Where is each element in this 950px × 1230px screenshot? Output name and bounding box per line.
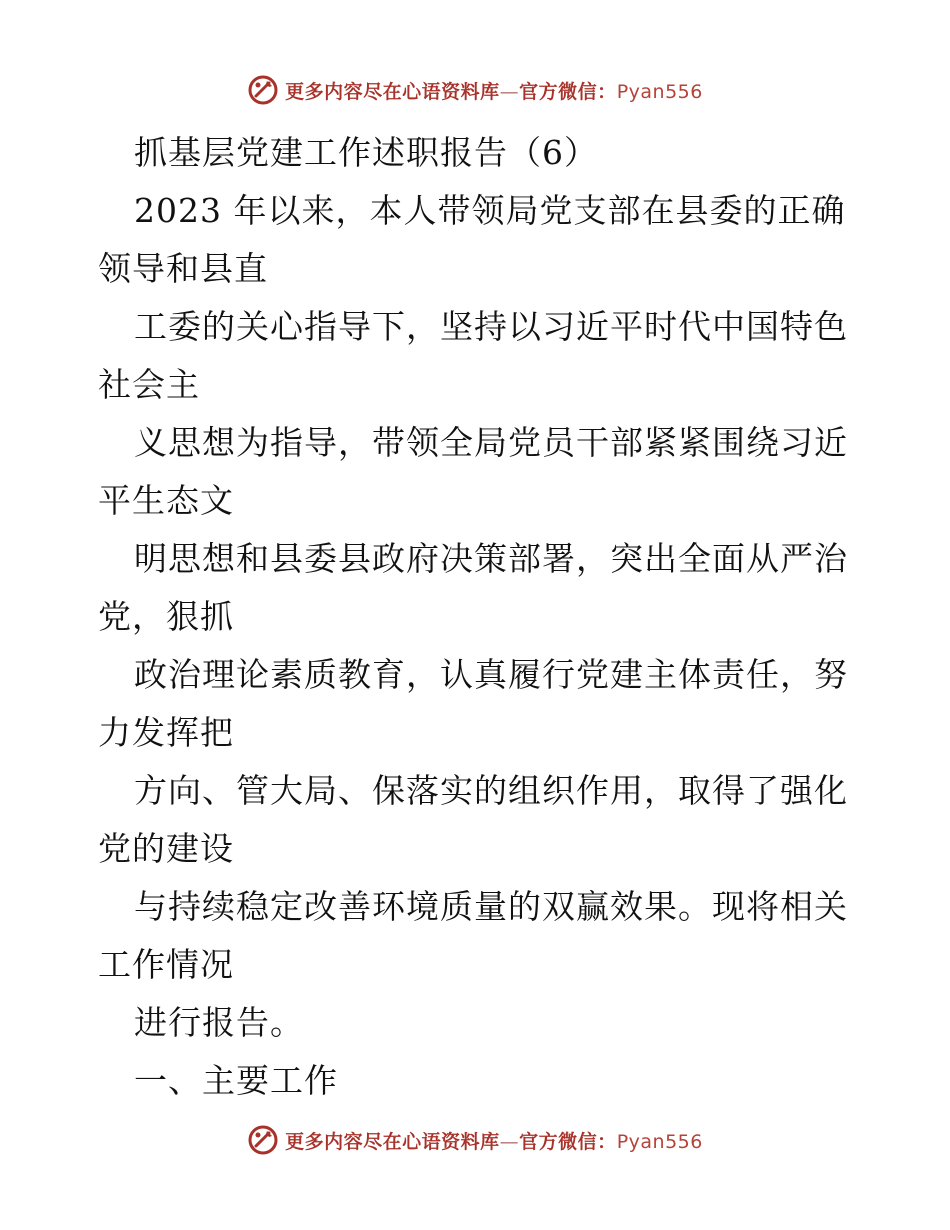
watermark-wechat-label: 官方微信： [519, 80, 617, 103]
text-line: 领导和县直 [98, 249, 268, 288]
text-line: 力发挥把 [98, 713, 234, 752]
text-line: 一、主要工作 [134, 1061, 338, 1100]
text-line: 方向、管大局、保落实的组织作用，取得了强化 [134, 771, 848, 810]
watermark-wechat-id: Pyan556 [616, 1130, 703, 1153]
watermark-site-text: 更多内容尽在心语资料库 [285, 80, 500, 103]
text-line: 社会主 [98, 365, 200, 404]
watermark-wechat-label: 官方微信： [519, 1130, 617, 1153]
text-line: 工作情况 [98, 945, 234, 984]
text-line: 平生态文 [98, 481, 234, 520]
watermark-separator: — [499, 1130, 520, 1153]
footer-watermark [0, 1122, 950, 1158]
text-line: 党的建设 [98, 829, 234, 868]
text-line: 2023 年以来，本人带领局党支部在县委的正确 [134, 191, 846, 230]
header-watermark [0, 72, 950, 108]
text-line: 进行报告。 [134, 1003, 304, 1042]
watermark-wechat-id: Pyan556 [616, 80, 703, 103]
text-line: 明思想和县委县政府决策部署，突出全面从严治 [134, 539, 848, 578]
document-body [98, 124, 858, 1110]
brand-logo-icon [247, 1124, 279, 1156]
text-line: 义思想为指导，带领全局党员干部紧紧围绕习近 [134, 423, 848, 462]
watermark-site-text: 更多内容尽在心语资料库 [285, 1130, 500, 1153]
text-line: 党，狠抓 [98, 597, 234, 636]
text-line: 政治理论素质教育，认真履行党建主体责任，努 [134, 655, 848, 694]
brand-logo-icon [247, 74, 279, 106]
watermark-separator: — [499, 80, 520, 103]
text-line: 工委的关心指导下，坚持以习近平时代中国特色 [134, 307, 848, 346]
document-title: 抓基层党建工作述职报告（6） [134, 133, 598, 172]
text-line: 与持续稳定改善环境质量的双赢效果。现将相关 [134, 887, 848, 926]
